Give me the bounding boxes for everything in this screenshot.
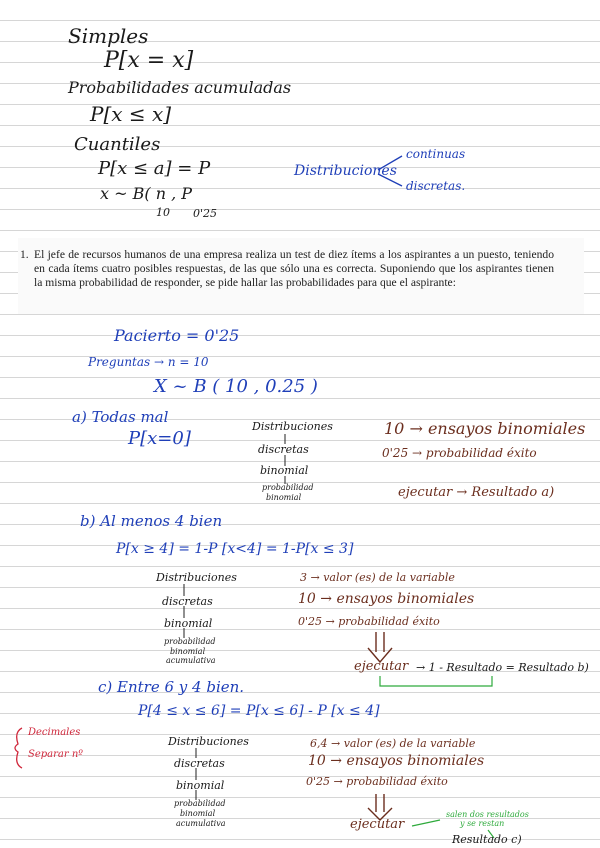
part-b-step-5: binomial <box>170 647 206 656</box>
part-b-ensayos: 10 → ensayos binomiales <box>298 591 475 607</box>
part-b-resultado: → 1 - Resultado = Resultado b) <box>416 661 589 674</box>
part-a-title: a) Todas mal <box>72 408 169 426</box>
part-b-step-3: binomial <box>164 617 213 630</box>
part-a-formula: P[x=0] <box>128 428 191 449</box>
heading-acumuladas: Probabilidades acumuladas <box>68 78 292 97</box>
part-b-step-6: acumulativa <box>166 656 216 665</box>
part-c-ensayos: 10 → ensayos binomiales <box>308 753 485 769</box>
part-b-step-2: discretas <box>162 595 213 608</box>
part-b-step-4: probabilidad <box>164 637 216 646</box>
part-c-title: c) Entre 6 y 4 bien. <box>98 678 245 696</box>
part-c-step-4: probabilidad <box>174 799 226 808</box>
formula-cuantiles: P[x ≤ a] = P <box>98 158 211 179</box>
part-a-step-3: binomial <box>260 464 309 477</box>
problem-statement <box>18 238 584 314</box>
part-a-ensayos: 10 → ensayos binomiales <box>384 419 586 438</box>
part-c-step-1: Distribuciones <box>168 735 249 748</box>
part-b-valor: 3 → valor (es) de la variable <box>300 571 455 584</box>
formula-binomial: x ~ B( n , P <box>100 184 193 203</box>
heading-cuantiles: Cuantiles <box>74 134 161 155</box>
part-a-step-1: Distribuciones <box>252 420 333 433</box>
heading-simples: Simples <box>68 24 149 48</box>
part-a-step-4: probabilidad <box>262 483 314 492</box>
p-value: 0'25 <box>193 207 218 220</box>
part-c-note-1: salen dos resultados <box>446 810 529 819</box>
part-c-resultado: Resultado c) <box>452 833 522 846</box>
distribuciones-label: Distribuciones <box>294 163 397 179</box>
part-c-step-6: acumulativa <box>176 819 226 828</box>
part-c-step-2: discretas <box>174 757 225 770</box>
part-a-step-5: binomial <box>266 493 302 502</box>
continuas-label: continuas <box>406 147 466 161</box>
part-c-prob: 0'25 → probabilidad éxito <box>306 775 448 788</box>
formula-simples: P[x = x] <box>104 48 194 73</box>
part-b-formula: P[x ≥ 4] = 1-P [x<4] = 1-P[x ≤ 3] <box>116 541 354 557</box>
problem-text: El jefe de recursos humanos de una empresa realiza un test de diez ítems a los aspirantes a un puesto, teniendo en cada ítems cuatro posibles respuestas, de las que sólo una es correcta. Suponiendo que los aspirantes tienen la misma probabilidad de responder, se pide hallar las probabilidades para que el aspirante: <box>34 248 554 289</box>
p-acierto: Pacierto = 0'25 <box>114 326 240 345</box>
preguntas: Preguntas → n = 10 <box>88 355 209 369</box>
part-a-prob: 0'25 → probabilidad éxito <box>382 446 537 460</box>
part-b-step-1: Distribuciones <box>156 571 237 584</box>
part-a-step-2: discretas <box>258 443 309 456</box>
side-note-decimales: Decimales <box>28 727 81 738</box>
discretas-label: discretas. <box>406 179 466 193</box>
part-c-step-5: binomial <box>180 809 216 818</box>
part-c-formula: P[4 ≤ x ≤ 6] = P[x ≤ 6] - P [x ≤ 4] <box>138 703 380 719</box>
distribution-x: X ~ B ( 10 , 0.25 ) <box>154 376 318 397</box>
part-b-ejecutar: ejecutar <box>354 659 409 674</box>
part-c-ejecutar: ejecutar <box>350 817 405 832</box>
part-b-prob: 0'25 → probabilidad éxito <box>298 615 440 628</box>
part-c-valor: 6,4 → valor (es) de la variable <box>310 737 476 750</box>
problem-number: 1. <box>20 248 29 261</box>
part-b-title: b) Al menos 4 bien <box>80 512 223 530</box>
formula-acumuladas: P[x ≤ x] <box>90 102 172 126</box>
part-c-step-3: binomial <box>176 779 225 792</box>
n-value: 10 <box>156 206 170 219</box>
part-c-note-2: y se restan <box>460 819 505 828</box>
side-note-separar: Separar nº <box>28 749 83 760</box>
part-a-ejecutar: ejecutar → Resultado a) <box>398 485 555 500</box>
